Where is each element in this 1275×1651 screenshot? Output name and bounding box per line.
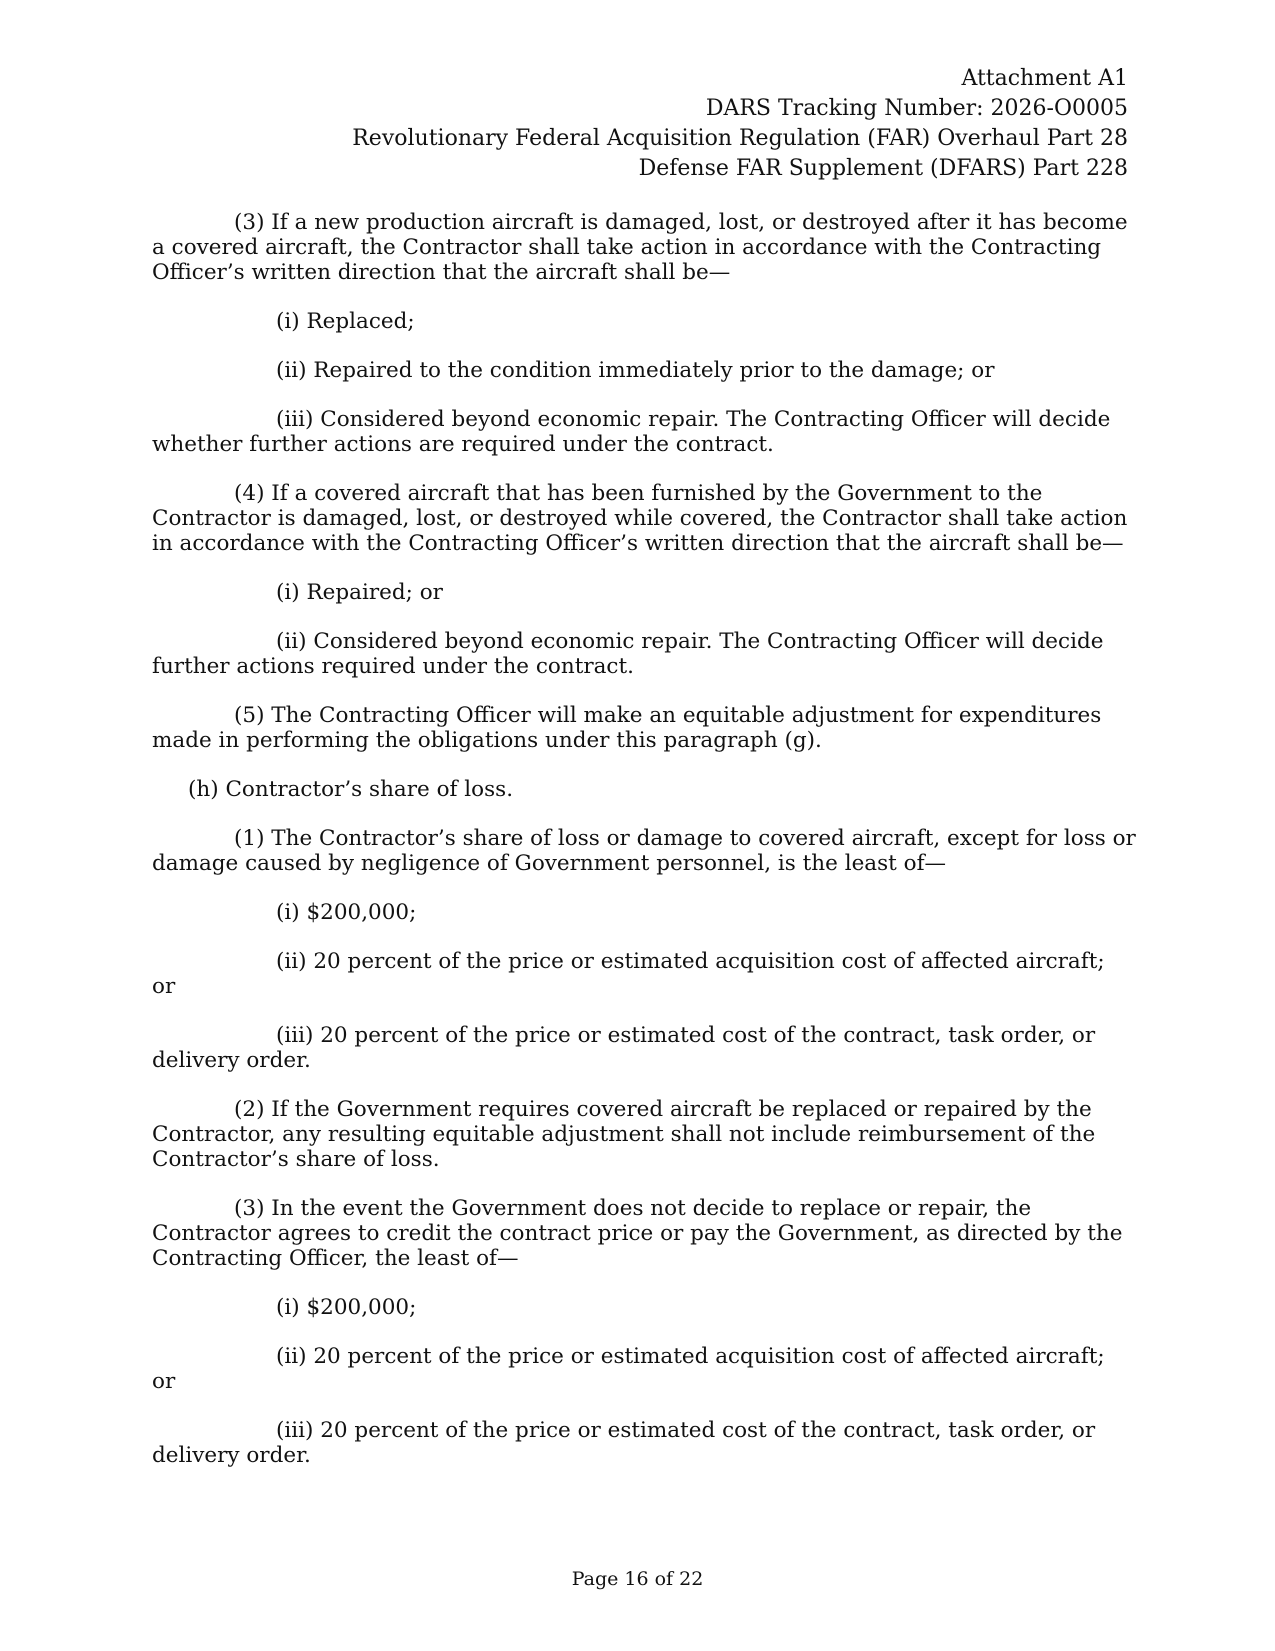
paragraph-g3-ii: (ii) Repaired to the condition immediately prior to the damage; or bbox=[276, 358, 995, 383]
paragraph-h2: (2) If the Government requires covered aircraft be replaced or repaired by the Contractor, any resulting equitable adjustment shall not include reimbursement of the Contractor’s share of loss. bbox=[152, 1097, 1096, 1172]
paragraph-g3-i: (i) Replaced; bbox=[276, 309, 415, 334]
paragraph-g3: (3) If a new production aircraft is damaged, lost, or destroyed after it has become a covered aircraft, the Contractor shall take action in accordance with the Contracting Officer’s written direction that the aircraft shall be— bbox=[152, 210, 1128, 285]
paragraph-h1: (1) The Contractor’s share of loss or damage to covered aircraft, except for loss or damage caused by negligence of Government personnel, is the least of— bbox=[152, 826, 1136, 876]
paragraph-h3-iii: (iii) 20 percent of the price or estimated cost of the contract, task order, or delivery order. bbox=[152, 1418, 1096, 1468]
paragraph-g4: (4) If a covered aircraft that has been furnished by the Government to the Contractor is damaged, lost, or destroyed while covered, the Contractor shall take action in accordance with the Contracting Officer’s written direction that the aircraft shall be— bbox=[152, 481, 1128, 556]
paragraph-h3-ii-or: or bbox=[152, 1369, 176, 1394]
paragraph-h1-i: (i) $200,000; bbox=[276, 900, 417, 925]
paragraph-h1-ii: (ii) 20 percent of the price or estimated acquisition cost of affected aircraft; bbox=[276, 949, 1105, 974]
header-tracking-number: DARS Tracking Number: 2026-O0005 bbox=[705, 96, 1128, 121]
document-body bbox=[152, 210, 1137, 1492]
paragraph-g5: (5) The Contracting Officer will make an equitable adjustment for expenditures made in performing the obligations under this paragraph (g). bbox=[152, 703, 1102, 753]
header-attachment: Attachment A1 bbox=[961, 66, 1128, 91]
paragraph-h1-iii: (iii) 20 percent of the price or estimated cost of the contract, task order, or delivery order. bbox=[152, 1023, 1096, 1073]
paragraph-h3-i: (i) $200,000; bbox=[276, 1295, 417, 1320]
paragraph-h3: (3) In the event the Government does not decide to replace or repair, the Contractor agrees to credit the contract price or pay the Government, as directed by the Contracting Officer, the least of— bbox=[152, 1196, 1123, 1271]
paragraph-g3-iii: (iii) Considered beyond economic repair. The Contracting Officer will decide whether further actions are required under the contract. bbox=[152, 407, 1111, 457]
paragraph-h1-ii-or: or bbox=[152, 974, 176, 999]
header-far-part: Revolutionary Federal Acquisition Regulation (FAR) Overhaul Part 28 bbox=[352, 126, 1128, 151]
header-dfars-part: Defense FAR Supplement (DFARS) Part 228 bbox=[638, 156, 1128, 181]
page-number: Page 16 of 22 bbox=[571, 1568, 704, 1590]
page-header bbox=[352, 64, 1128, 184]
paragraph-g4-ii: (ii) Considered beyond economic repair. The Contracting Officer will decide further actions required under the contract. bbox=[152, 629, 1104, 679]
paragraph-g4-i: (i) Repaired; or bbox=[276, 580, 443, 605]
paragraph-h-heading: (h) Contractor’s share of loss. bbox=[188, 777, 514, 802]
paragraph-h3-ii: (ii) 20 percent of the price or estimated acquisition cost of affected aircraft; bbox=[276, 1344, 1105, 1369]
